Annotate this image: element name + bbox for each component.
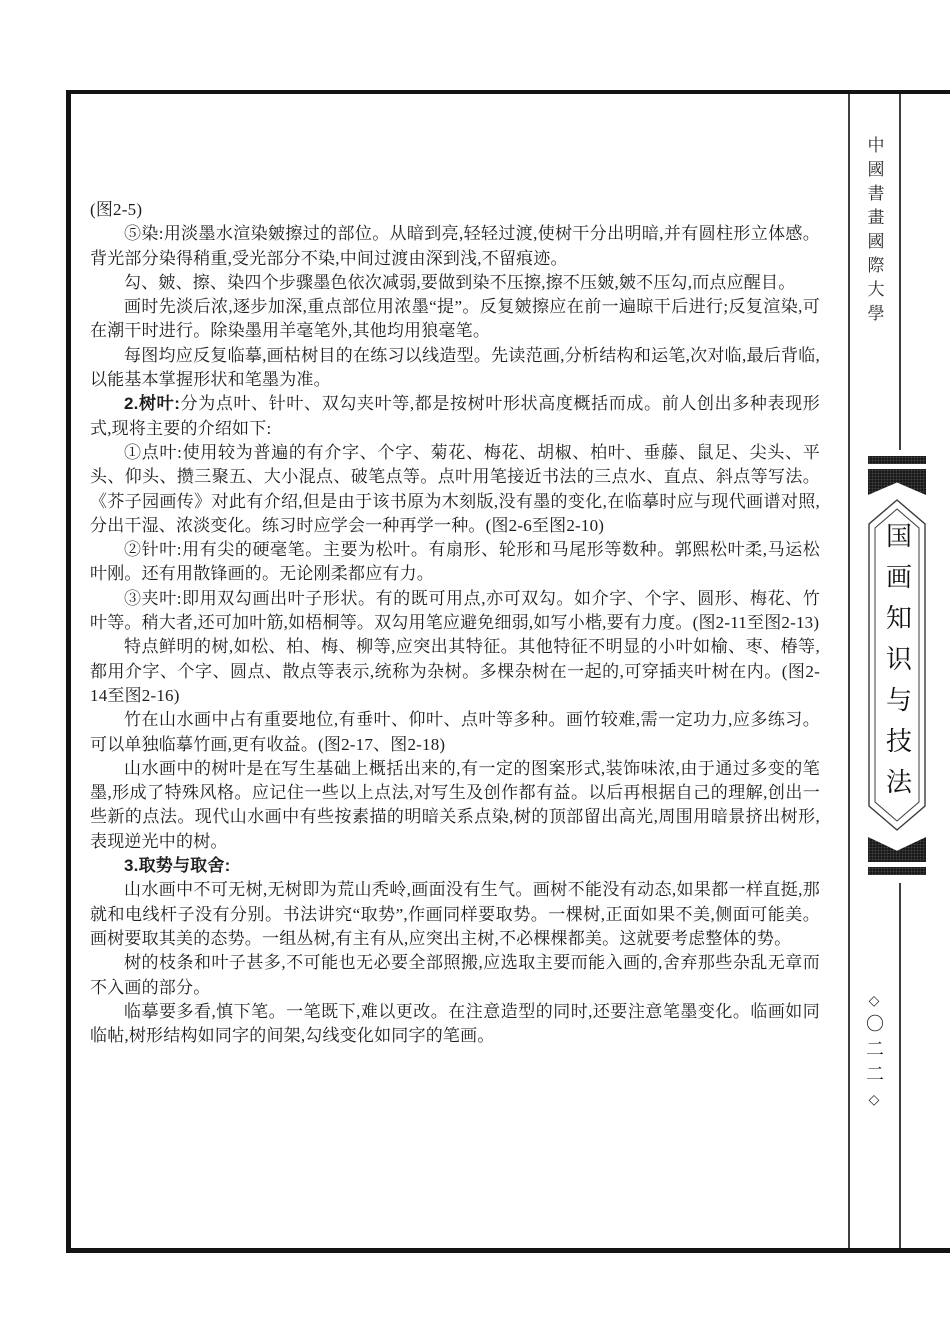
paragraph — [90, 854, 820, 878]
book-title-ornament — [866, 456, 928, 876]
ornament-bar-top — [868, 456, 926, 464]
paragraph-text: 特点鲜明的树,如松、柏、梅、柳等,应突出其特征。其他特征不明显的小叶如榆、枣、椿等,都用介字、个字、圆点、散点等表示,统称为杂树。多棵杂树在一起的,可穿插夹叶树在内。(图2-14至图2-16) — [90, 637, 820, 705]
paragraph — [90, 708, 820, 757]
paragraph — [90, 441, 820, 538]
paragraph-text: 画时先淡后浓,逐步加深,重点部位用浓墨“提”。反复皴擦应在前一遍晾干后进行;反复渲染,可在潮干时进行。除染墨用羊毫笔外,其他均用狼毫笔。 — [90, 297, 820, 341]
paragraph-text: ②针叶:用有尖的硬毫笔。主要为松叶。有扇形、轮形和马尾形等数种。郭熙松叶柔,马运松叶刚。还有用散锋画的。无论刚柔都应有力。 — [90, 540, 820, 584]
paragraph-text: ⑤染:用淡墨水渲染皴擦过的部位。从暗到亮,轻轻过渡,使树干分出明暗,并有圆柱形立体感。背光部分染得稍重,受光部分不染,中间过渡由深到浅,不留痕迹。 — [90, 224, 820, 268]
paragraph-text: ③夹叶:即用双勾画出叶子形状。有的既可用点,亦可双勾。如介字、个字、圆形、梅花、竹叶等。稍大者,还可加叶筋,如梧桐等。双勾用笔应避免细弱,如写小楷,要有力度。(图2-11至图2-13) — [90, 588, 820, 633]
paragraph — [90, 295, 820, 344]
ornament-bar-bottom — [868, 867, 926, 875]
paragraph — [90, 587, 820, 636]
paragraph — [90, 392, 820, 441]
paragraph-text: 树的枝条和叶子甚多,不可能也无必要全部照搬,应选取主要而能入画的,舍弃那些杂乱无章而不入画的部分。 — [90, 953, 820, 997]
paragraph-text: (图2-5) — [90, 200, 143, 219]
page-number-digits: 〇二二 — [864, 1014, 884, 1089]
paragraph-text: 分为点叶、针叶、双勾夹叶等,都是按树叶形状高度概括而成。前人创出多种表现形式,现将主要的介绍如下: — [90, 394, 820, 438]
sidebar-university-title — [849, 136, 899, 346]
diamond-ornament-bottom: ◇ — [868, 1093, 880, 1108]
sidebar-rule-inner-upper — [899, 94, 901, 450]
paragraph-text: 山水画中不可无树,无树即为荒山秃岭,画面没有生气。画树不能没有动态,如果都一样直挺,那就和电线杆子没有分别。书法讲究“取势”,作画同样要取势。一棵树,正面如果不美,侧面可能美。画树要取其美的态势。一组丛树,有主有从,应突出主树,不必棵棵都美。这就要考虑整体的势。 — [90, 880, 820, 948]
paragraph — [90, 538, 820, 587]
paragraph — [90, 1000, 820, 1049]
paragraph-text: ①点叶:使用较为普遍的有介字、个字、菊花、梅花、胡椒、柏叶、垂藤、鼠足、尖头、平头、仰头、攒三聚五、大小混点、破笔点等。点叶用笔接近书法的三点水、直点、斜点等写法。《芥子园画传》对此有介绍,但是由于该书原为木刻版,没有墨的变化,在临摹时应与现代画谱对照,分出干湿、浓淡变化。练习时应学会一种再学一种。(图2-6至图2-10) — [90, 442, 820, 535]
paragraph — [90, 635, 820, 708]
paragraph-text: 临摹要多看,慎下笔。一笔既下,难以更改。在注意造型的同时,还要注意笔墨变化。临画如同临帖,树形结构如同字的间架,勾线变化如同字的笔画。 — [90, 1001, 820, 1046]
ornament-pennant-bottom — [868, 837, 926, 862]
section-heading: 2.树叶: — [124, 394, 181, 414]
main-text-column — [90, 198, 820, 1048]
page-border-top — [66, 90, 950, 94]
paragraph — [90, 344, 820, 393]
paragraph — [90, 878, 820, 951]
paragraph-text: 勾、皴、擦、染四个步骤墨色依次减弱,要做到染不压擦,擦不压皴,皴不压勾,而点应醒目。 — [124, 272, 796, 292]
university-title-text: 中國書畫國際大學 — [864, 136, 884, 328]
book-title — [868, 499, 926, 831]
section-heading: 3.取势与取舍: — [124, 856, 231, 876]
paragraph-text: 每图均应反复临摹,画枯树目的在练习以线造型。先读范画,分析结构和运笔,次对临,最后背临,以能基本掌握形状和笔墨为准。 — [90, 345, 820, 390]
paragraph-text: 竹在山水画中占有重要地位,有垂叶、仰叶、点叶等多种。画竹较难,需一定功力,应多练习。可以单独临摹竹画,更有收益。(图2-17、图2-18) — [90, 710, 820, 754]
book-title-text: 国画知识与技法 — [882, 521, 912, 809]
diamond-ornament-top: ◇ — [868, 994, 880, 1009]
paragraph — [90, 222, 820, 271]
paragraph — [90, 757, 820, 854]
page-number — [849, 995, 899, 1108]
paragraph — [90, 271, 820, 295]
paragraph-text: 山水画中的树叶是在写生基础上概括出来的,有一定的图案形式,装饰味浓,由于通过多变的笔墨,形成了特殊风格。应记住一些以上点法,对写生及创作都有益。以后再根据自己的理解,创出一些新的点法。现代山水画中有些按素描的明暗关系点染,树的顶部留出高光,周围用暗景挤出树形,表现逆光中的树。 — [90, 758, 820, 851]
paragraph — [90, 198, 820, 222]
page-border-bottom — [66, 1248, 950, 1253]
ornament-pennant-top — [868, 469, 926, 495]
page-border-left — [66, 90, 71, 1253]
sidebar-rule-inner-lower — [899, 883, 901, 1248]
paragraph — [90, 951, 820, 1000]
